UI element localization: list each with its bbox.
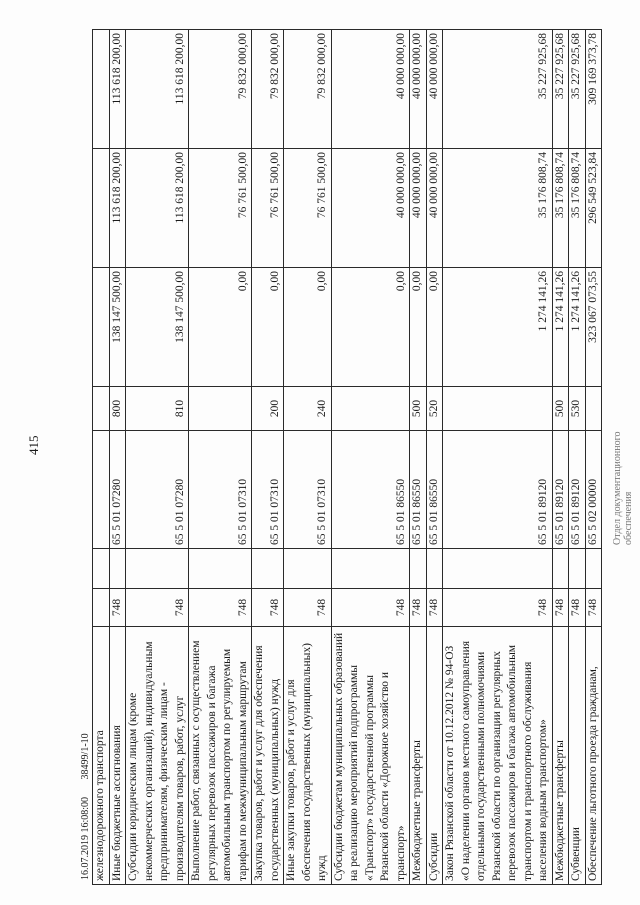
cell-name: Иные бюджетные ассигнования [109, 627, 126, 885]
cell-amount-3: 309 169 373,78 [585, 30, 602, 149]
cell-type: 800 [109, 387, 126, 431]
cell-amount-3: 35 227 925,68 [569, 30, 586, 149]
cell-amount-1: 0,00 [252, 268, 284, 387]
cell-amount-3: 40 000 000,00 [426, 30, 443, 149]
cell-amount-1: 0,00 [331, 268, 410, 387]
table-row [585, 30, 602, 885]
cell-section [331, 549, 410, 589]
cell-ministry: 748 [443, 589, 553, 627]
cell-amount-1: 1 274 141,26 [569, 268, 586, 387]
table-row [252, 30, 284, 885]
cell-name: Закон Рязанской области от 10.12.2012 № 94-ОЗ «О наделении органов местного самоуправления отдельными государственными полномочиями Рязанской области по организации регулярных перевозок пассажиров и багажа автомобильным транспортом и транспортного обслуживания населения водным транспортом» [443, 627, 553, 885]
cell-name: Выполнение работ, связанных с осуществлением регулярных перевозок пассажиров и багажа автомобильным транспортом по регулируемым тарифам по межмуниципальным маршрутам [189, 627, 252, 885]
cell-amount-3: 113 618 200,00 [109, 30, 126, 149]
cell-section [552, 549, 569, 589]
cell-code: 65 5 01 07280 [126, 431, 189, 549]
page-number: 415 [26, 435, 41, 455]
cell-amount-1: 0,00 [284, 268, 332, 387]
cell-amount-2: 296 549 523,84 [585, 149, 602, 268]
cell-ministry: 748 [189, 589, 252, 627]
cell-ministry: 748 [585, 589, 602, 627]
table-row [410, 30, 427, 885]
cell-name: Закупка товаров, работ и услуг для обеспечения государственных (муниципальных) нужд [252, 627, 284, 885]
footer [80, 733, 91, 880]
cell-code: 65 5 01 07310 [189, 431, 252, 549]
cell-amount-3: 113 618 200,00 [126, 30, 189, 149]
table-row [331, 30, 410, 885]
cell-amount-2: 35 176 808,74 [443, 149, 553, 268]
cell-amount-1: 323 067 073,55 [585, 268, 602, 387]
cell-amount-1: 0,00 [426, 268, 443, 387]
table-row [569, 30, 586, 885]
cell-name: Иные закупки товаров, работ и услуг для обеспечения государственных (муниципальных) нужд [284, 627, 332, 885]
cell-type: 500 [410, 387, 427, 431]
cell-section [410, 549, 427, 589]
cell-section [189, 549, 252, 589]
cell-code: 65 5 01 89120 [552, 431, 569, 549]
table-row [552, 30, 569, 885]
cell-code: 65 5 02 00000 [585, 431, 602, 549]
cell-name: Субвенции [569, 627, 586, 885]
table-row [126, 30, 189, 885]
cell-section [426, 549, 443, 589]
cell-amount-1 [93, 268, 110, 387]
cell-amount-3: 35 227 925,68 [552, 30, 569, 149]
cell-name: Межбюджетные трансферты [552, 627, 569, 885]
cell-amount-3: 79 832 000,00 [252, 30, 284, 149]
cell-amount-3 [93, 30, 110, 149]
cell-type: 810 [126, 387, 189, 431]
cell-ministry: 748 [410, 589, 427, 627]
cell-code: 65 5 01 07310 [252, 431, 284, 549]
cell-section [93, 549, 110, 589]
cell-type: 500 [552, 387, 569, 431]
cell-amount-2: 76 761 500,00 [252, 149, 284, 268]
rotated-page [92, 30, 599, 885]
cell-name: Субсидии бюджетам муниципальных образований на реализацию мероприятий подпрограммы «Транспорт» государственной программы Рязанской области «Дорожное хозяйство и транспорт» [331, 627, 410, 885]
cell-amount-1: 0,00 [410, 268, 427, 387]
cell-section [109, 549, 126, 589]
cell-amount-2: 76 761 500,00 [284, 149, 332, 268]
cell-ministry: 748 [331, 589, 410, 627]
cell-type [93, 387, 110, 431]
cell-code: 65 5 01 89120 [443, 431, 553, 549]
cell-type: 530 [569, 387, 586, 431]
cell-amount-3: 79 832 000,00 [189, 30, 252, 149]
cell-section [284, 549, 332, 589]
cell-amount-2 [93, 149, 110, 268]
cell-amount-2: 35 176 808,74 [552, 149, 569, 268]
stamp-line-1: Отдел документационного [612, 431, 623, 545]
cell-amount-3: 79 832 000,00 [284, 30, 332, 149]
cell-type [585, 387, 602, 431]
table-row [93, 30, 110, 885]
cell-type [189, 387, 252, 431]
cell-code: 65 5 01 07310 [284, 431, 332, 549]
table-row [426, 30, 443, 885]
cell-amount-1: 1 274 141,26 [443, 268, 553, 387]
cell-amount-2: 40 000 000,00 [426, 149, 443, 268]
table-row [189, 30, 252, 885]
cell-amount-2: 76 761 500,00 [189, 149, 252, 268]
cell-amount-1: 138 147 500,00 [126, 268, 189, 387]
cell-amount-1: 1 274 141,26 [552, 268, 569, 387]
table-body [93, 30, 602, 885]
cell-code: 65 5 01 86550 [331, 431, 410, 549]
cell-ministry: 748 [109, 589, 126, 627]
cell-amount-3: 40 000 000,00 [410, 30, 427, 149]
cell-section [585, 549, 602, 589]
department-stamp [612, 432, 634, 545]
cell-ministry: 748 [252, 589, 284, 627]
cell-ministry: 748 [552, 589, 569, 627]
cell-amount-2: 35 176 808,74 [569, 149, 586, 268]
cell-name: Субсидии [426, 627, 443, 885]
footer-timestamp: 16.07.2019 16:08:00 [80, 796, 91, 880]
table-row [109, 30, 126, 885]
cell-code [93, 431, 110, 549]
cell-amount-2: 113 618 200,00 [126, 149, 189, 268]
cell-type: 240 [284, 387, 332, 431]
cell-amount-2: 40 000 000,00 [410, 149, 427, 268]
cell-name: Межбюджетные трансферты [410, 627, 427, 885]
cell-section [126, 549, 189, 589]
cell-ministry: 748 [126, 589, 189, 627]
table-row [284, 30, 332, 885]
cell-ministry: 748 [284, 589, 332, 627]
footer-doc-id: 38499/1-10 [80, 733, 91, 780]
cell-code: 65 5 01 86550 [426, 431, 443, 549]
cell-amount-2: 113 618 200,00 [109, 149, 126, 268]
cell-name: Обеспечение льготного проезда гражданам, [585, 627, 602, 885]
cell-type [443, 387, 553, 431]
cell-amount-1: 0,00 [189, 268, 252, 387]
cell-name: железнодорожного транспорта [93, 627, 110, 885]
cell-code: 65 5 01 07280 [109, 431, 126, 549]
cell-amount-1: 138 147 500,00 [109, 268, 126, 387]
cell-amount-3: 35 227 925,68 [443, 30, 553, 149]
cell-amount-3: 40 000 000,00 [331, 30, 410, 149]
cell-name: Субсидии юридическим лицам (кроме некоммерческих организаций), индивидуальным предпринимателям, физическим лицам - производителям товаров, работ, услуг [126, 627, 189, 885]
cell-type: 520 [426, 387, 443, 431]
cell-code: 65 5 01 89120 [569, 431, 586, 549]
stamp-line-2: обеспечения [623, 491, 634, 545]
cell-amount-2: 40 000 000,00 [331, 149, 410, 268]
cell-type: 200 [252, 387, 284, 431]
cell-ministry: 748 [426, 589, 443, 627]
table-row [443, 30, 553, 885]
cell-section [443, 549, 553, 589]
cell-ministry: 748 [569, 589, 586, 627]
cell-ministry [93, 589, 110, 627]
cell-section [569, 549, 586, 589]
cell-section [252, 549, 284, 589]
cell-type [331, 387, 410, 431]
budget-table [92, 29, 602, 885]
cell-code: 65 5 01 86550 [410, 431, 427, 549]
